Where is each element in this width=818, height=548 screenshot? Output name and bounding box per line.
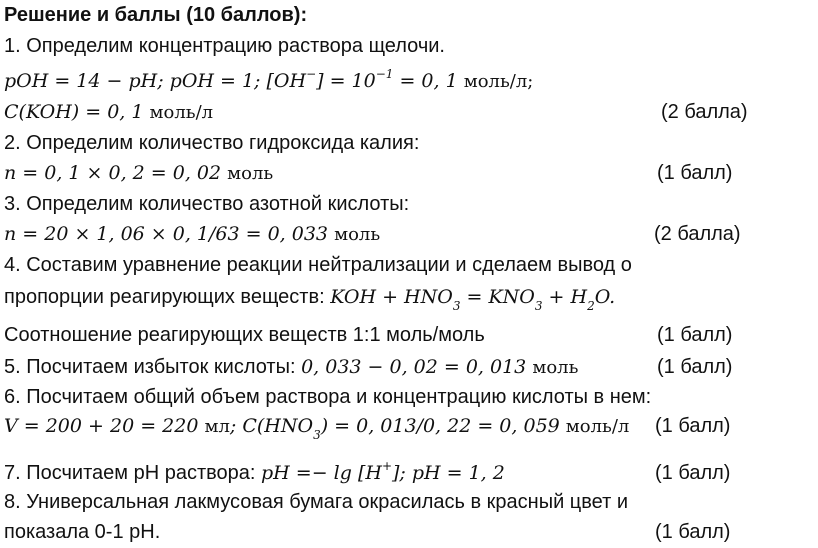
points-step-1: (2 балла) [661, 101, 748, 123]
formula-conc-part: ; C(HNO [229, 415, 314, 437]
step-7-text: 7. Посчитаем pH раствора: [4, 462, 262, 484]
formula-conc-part: ) = 0, 013/0, 22 = 0, 059 [320, 415, 566, 437]
step-7-line [4, 460, 505, 488]
formula-unit: моль [334, 224, 381, 245]
formula-volume-part: V = 200 + 20 = 220 [4, 415, 205, 437]
points-step-8: (1 балл) [655, 521, 731, 543]
reaction-part: KOH + HNO [330, 286, 453, 308]
step-5-line [4, 354, 578, 381]
formula-oh-charge: − [306, 67, 317, 81]
points-step-2: (1 балл) [657, 162, 733, 184]
step-8-text-cont: показала 0-1 pH. [4, 521, 161, 543]
formula-subscript: 3 [313, 428, 321, 442]
reaction-subscript: 2 [587, 299, 595, 313]
formula-unit: моль/л [565, 416, 630, 437]
points-step-6: (1 балл) [655, 415, 731, 437]
formula-poh-part: pOH = 14 − pH; pOH = 1; [OH [4, 70, 307, 92]
formula-poh-part: ] = 10 [316, 70, 376, 92]
formula-ph-part: ]; pH = 1, 2 [392, 462, 505, 484]
formula-n-koh [4, 160, 273, 187]
points-step-5: (1 балл) [657, 356, 733, 378]
step-6-text: 6. Посчитаем общий объем раствора и концентрацию кислоты в нем: [4, 386, 652, 408]
formula-h-charge: + [381, 459, 392, 473]
step-4-text-cont: пропорции реагирующих веществ: [4, 286, 331, 308]
step-4-reaction-line [4, 284, 615, 312]
points-step-3: (2 балла) [654, 223, 741, 245]
formula-unit: моль [532, 357, 579, 378]
formula-unit: моль [227, 163, 274, 184]
formula-unit: моль/л [149, 102, 214, 123]
reaction-part: O. [594, 286, 616, 308]
points-step-7: (1 балл) [655, 462, 731, 484]
formula-n-hno3 [4, 221, 380, 248]
formula-n-hno3-part: n = 20 × 1, 06 × 0, 1/63 = 0, 033 [4, 223, 335, 245]
reaction-subscript: 3 [452, 299, 461, 313]
formula-poh-part: ; [527, 71, 534, 92]
formula-exponent: −1 [375, 67, 394, 81]
formula-ph-part: pH =− lg [H [261, 462, 382, 484]
document-title: Решение и баллы (10 баллов): [4, 4, 308, 26]
step-1-text: 1. Определим концентрацию раствора щелочи. [4, 35, 445, 57]
formula-n-koh-part: n = 0, 1 × 0, 2 = 0, 02 [4, 162, 228, 184]
reaction-part: + H [542, 286, 588, 308]
step-2-text: 2. Определим количество гидроксида калия: [4, 132, 420, 154]
formula-poh-part: = 0, 1 [393, 70, 464, 92]
ratio-text: Соотношение реагирующих веществ 1:1 моль/моль [4, 324, 485, 346]
formula-unit: мл [204, 416, 230, 437]
step-8-text: 8. Универсальная лакмусовая бумага окрасилась в красный цвет и [4, 491, 629, 513]
formula-excess-part: 0, 033 − 0, 02 = 0, 013 [301, 356, 533, 378]
formula-poh [4, 68, 533, 96]
formula-c-koh [4, 99, 213, 126]
step-5-text: 5. Посчитаем избыток кислоты: [4, 356, 302, 378]
reaction-part: = KNO [460, 286, 535, 308]
formula-c-koh-part: C(KOH) = 0, 1 [4, 101, 150, 123]
formula-volume-conc [4, 413, 629, 441]
step-3-text: 3. Определим количество азотной кислоты: [4, 193, 410, 215]
points-step-4: (1 балл) [657, 324, 733, 346]
reaction-subscript: 3 [534, 299, 543, 313]
formula-unit: моль/л [463, 71, 528, 92]
step-4-text: 4. Составим уравнение реакции нейтрализации и сделаем вывод о [4, 254, 632, 276]
